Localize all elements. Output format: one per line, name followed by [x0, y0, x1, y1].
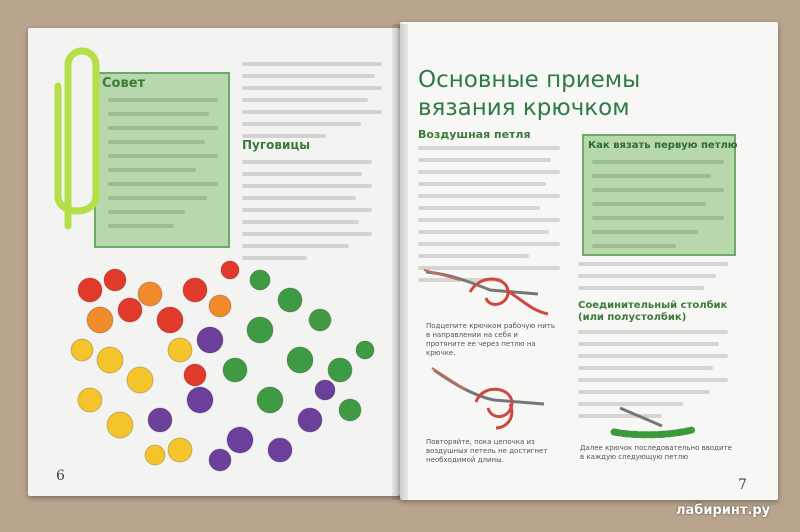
- button-22: [328, 358, 352, 382]
- button-34: [145, 445, 165, 465]
- button-17: [223, 358, 247, 382]
- button-2: [87, 307, 113, 333]
- button-4: [71, 339, 93, 361]
- button-20: [309, 309, 331, 331]
- button-21: [287, 347, 313, 373]
- button-28: [209, 449, 231, 471]
- tip-title: Совет: [102, 76, 146, 91]
- button-35: [184, 364, 206, 386]
- slip-stitch-illustration: [606, 402, 696, 442]
- crochet-illustration-2: [420, 362, 560, 434]
- button-10: [197, 327, 223, 353]
- caption-2: Повторяйте, пока цепочка из воздушных петель не достигнет необходимой длины.: [426, 438, 548, 464]
- button-6: [138, 282, 162, 306]
- button-15: [148, 408, 172, 432]
- buttons-photo: [60, 250, 400, 480]
- main-title: Основные приемы вязания крючком: [418, 67, 641, 121]
- button-3: [118, 298, 142, 322]
- button-5: [97, 347, 123, 373]
- buttons-title: Пуговицы: [242, 138, 311, 152]
- button-29: [268, 438, 292, 462]
- button-7: [157, 307, 183, 333]
- chain-text-placeholder: [578, 262, 728, 298]
- button-33: [356, 341, 374, 359]
- intro-text-placeholder: [242, 62, 382, 146]
- button-8: [183, 278, 207, 302]
- paper-clip: [38, 36, 112, 236]
- button-0: [78, 278, 102, 302]
- button-30: [250, 270, 270, 290]
- button-12: [127, 367, 153, 393]
- button-1: [104, 269, 126, 291]
- right-page-number: 7: [738, 477, 747, 493]
- left-page-number: 6: [56, 468, 65, 484]
- button-16: [187, 387, 213, 413]
- button-14: [107, 412, 133, 438]
- button-19: [278, 288, 302, 312]
- button-23: [257, 387, 283, 413]
- button-32: [315, 380, 335, 400]
- tip-text-placeholder: [108, 98, 218, 238]
- crochet-illustration-1: [420, 254, 560, 320]
- button-26: [227, 427, 253, 453]
- watermark: лабиринт.ру: [676, 503, 771, 518]
- caption-1: Подцепите крючком рабочую нить в направлении на себя и протяните ее через петлю на крючке.: [426, 322, 555, 357]
- button-13: [78, 388, 102, 412]
- howto-title: Как вязать первую петлю: [588, 140, 738, 151]
- button-27: [168, 438, 192, 462]
- air-loop-title: Воздушная петля: [418, 128, 531, 141]
- button-18: [247, 317, 273, 343]
- button-31: [221, 261, 239, 279]
- slip-stitch-title: Соединительный столбик (или полустолбик): [578, 300, 728, 323]
- button-24: [298, 408, 322, 432]
- button-25: [339, 399, 361, 421]
- button-9: [209, 295, 231, 317]
- button-11: [168, 338, 192, 362]
- caption-3: Далее крючок последовательно вводите в каждую следующую петлю: [580, 444, 732, 461]
- howto-text-placeholder: [592, 160, 724, 258]
